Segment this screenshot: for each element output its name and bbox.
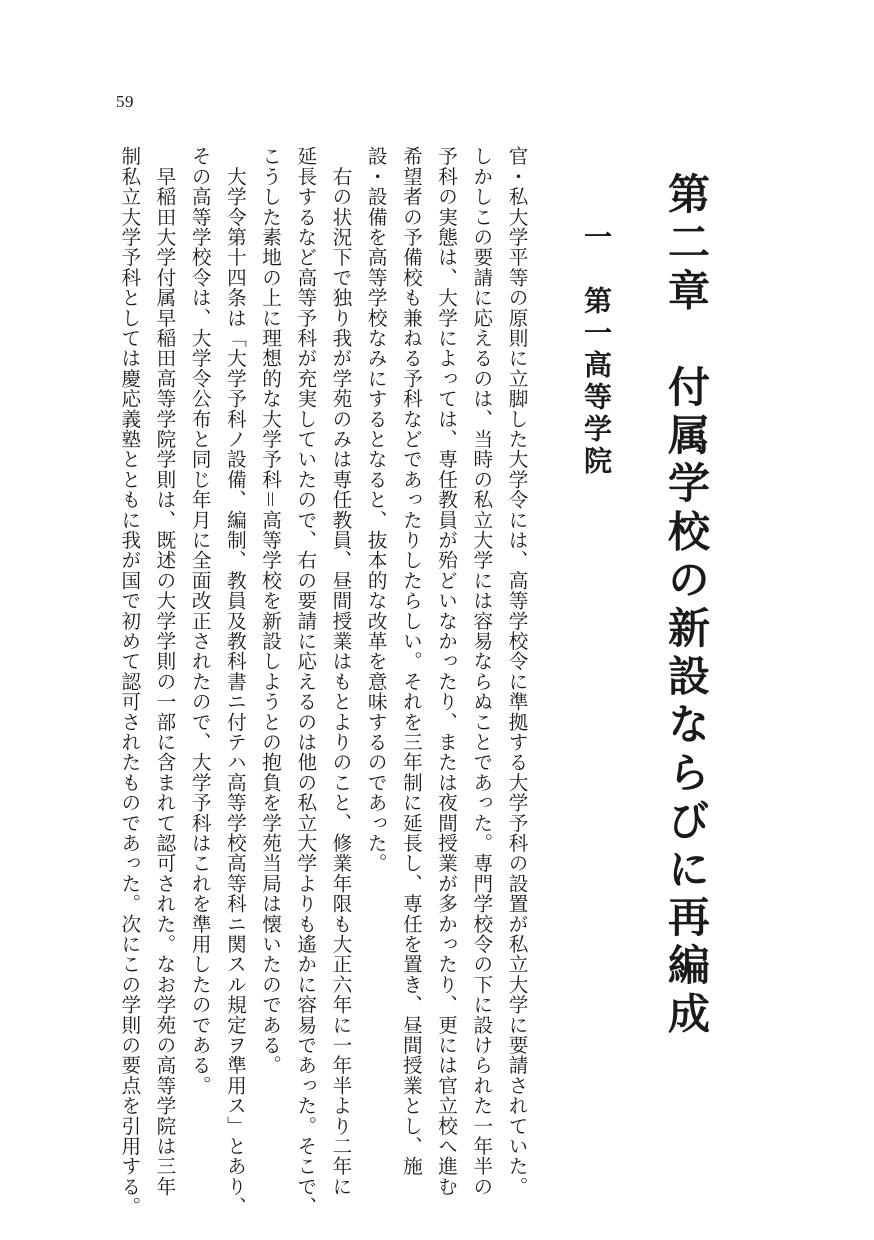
text-column: 希望者の予備校も兼ねる予科などであったりしたらしい。それを三年制に延長し、専任を置き、昼間授業とし、施 [399, 146, 423, 1177]
section-title: 一 第一高等学院 [580, 222, 613, 478]
text-column: 制私立大学予科としては慶応義塾とともに我が国で初めて認可されたものであった。次にこの学則の要点を引用する。 [117, 146, 141, 1217]
text-column: 大学令第十四条は「大学予科ノ設備、編制、教員及教科書ニ付テハ高等学校高等科ニ関スル規定ヲ準用ス」とあり、 [223, 146, 247, 1217]
text-column: 官・私大学平等の原則に立脚した大学令には、高等学校令に準拠する大学予科の設置が私立大学に要請されていた。 [505, 146, 528, 1197]
text-column: その高等学校令は、大学令公布と同じ年月に全面改正されたので、大学予科はこれを準用したのである。 [188, 146, 212, 1096]
text-column: 設・設備を高等学校なみにするとなると、抜本的な改革を意味するのであった。 [364, 146, 388, 874]
body-text [112, 146, 534, 1217]
chapter-title: 第二章 付属学校の新設ならびに再編成 [662, 172, 711, 1040]
text-column: 延長するなど高等予科が充実していたので、右の要請に応えるのは他の私立大学よりも遙かに容易であった。そこで、 [293, 146, 317, 1217]
text-column: しかしこの要請に応えるのは、当時の私立大学には容易ならぬことであった。専門学校令の下に設けられた一年半の [469, 146, 493, 1197]
text-column: 右の状況下で独り我が学苑のみは専任教員、昼間授業はもとよりのこと、修業年限も大正六年に一年半より二年に [328, 146, 352, 1197]
text-column: 予科の実態は、大学によっては、専任教員が殆どいなかったり、または夜間授業が多かったり、更には官立校へ進む [434, 146, 458, 1197]
page-number: 59 [116, 92, 134, 111]
text-column: こうした素地の上に理想的な大学予科＝高等学校を新設しようとの抱負を学苑当局は懐いたのである。 [258, 146, 282, 1076]
text-column: 早稲田大学付属早稲田高等学院学則は、既述の大学学則の一部に含まれて認可された。なお学苑の高等学院は三年 [152, 146, 176, 1197]
